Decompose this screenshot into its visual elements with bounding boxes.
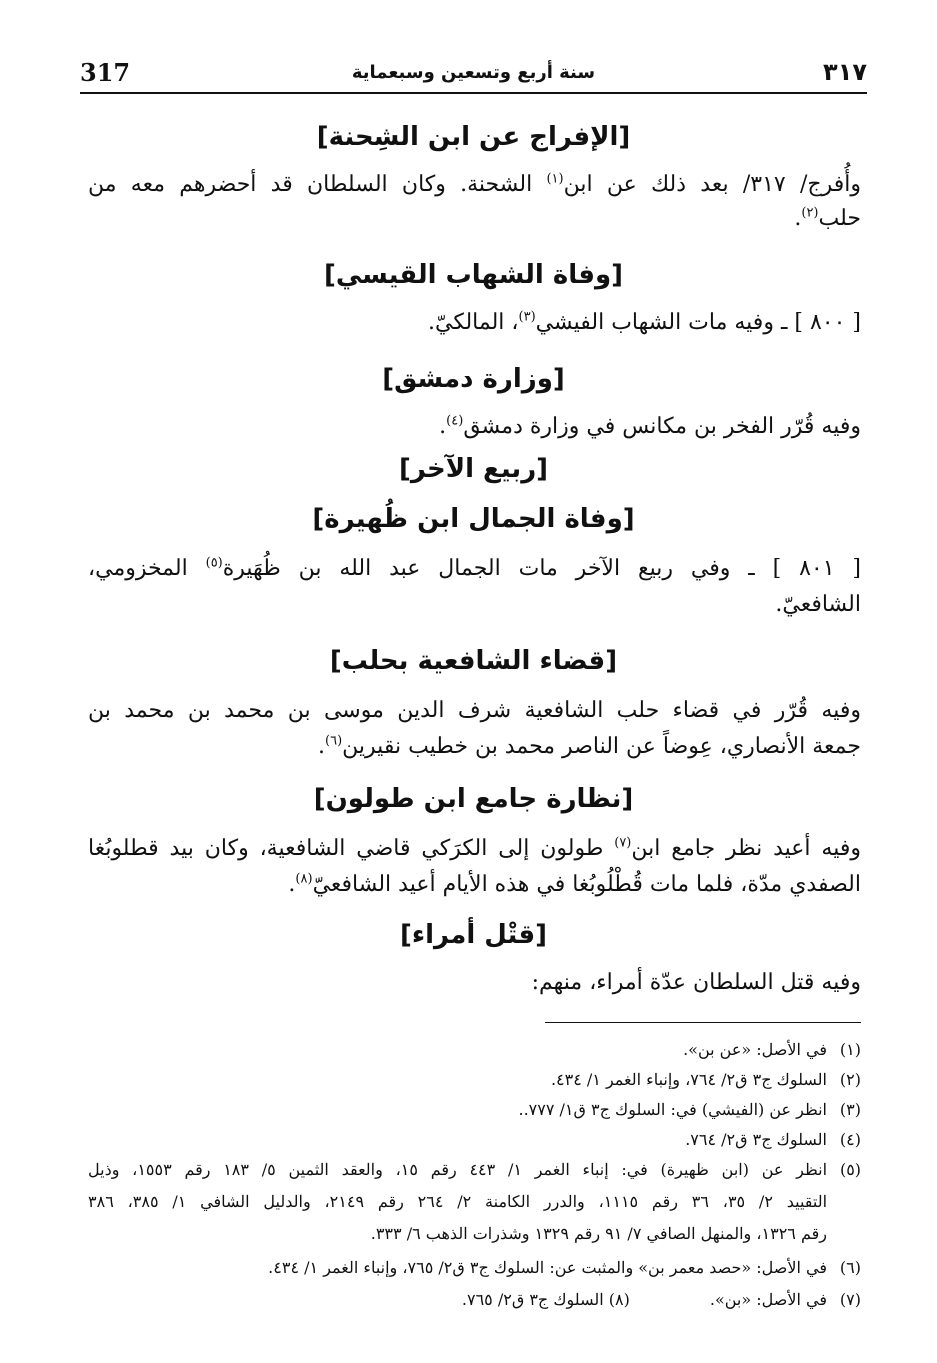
section-heading: [وفاة الشهاب القيسي] [323,260,624,290]
footnote: (٥)انظر عن (ابن ظهيرة) في: إنباء الغمر ١/ ٤٤٣ رقم ١٥، والعقد الثمين ٥/ ١٨٣ رقم ١٥٥٣، وذيل [88,1160,862,1179]
page-number-latin: 317 [80,58,131,87]
section-heading: [قضاء الشافعية بحلب] [329,646,618,676]
footnote: (١)في الأصل: «عن بن». [683,1040,861,1059]
paragraph-line: وفيه قتل السلطان عدّة أمراء، منهم: [531,970,861,995]
running-title: سنة أربع وتسعين وسبعماية [351,62,596,83]
footnote-continuation: رقم ١٣٢٦، والمنهل الصافي ٧/ ٩١ رقم ١٣٢٩ وشذرات الذهب ٦/ ٣٣٣. [370,1224,827,1243]
paragraph-line: [ ٨٠٠ ] ـ وفيه مات الشهاب الفيشي$^{(٣)}$، المالكيّ. [428,309,861,335]
section-heading: [قتْل أمراء] [399,920,548,950]
paragraph-line: الشافعيّ. [775,592,861,617]
footnote: (٧)في الأصل: «بن».(٨) السلوك ج٣ ق٢/ ٧٦٥. [461,1290,861,1309]
paragraph-line: وأُفرج/ ٣١٧/ بعد ذلك عن ابن$^{(١)}$ الشحنة. وكان السلطان قد أحضرهم معه من [88,171,861,197]
paragraph-line: جمعة الأنصاري، عِوضاً عن الناصر محمد بن خطيب نقيرين$^{(٦)}$. [318,733,861,759]
footnote-separator [545,1022,861,1023]
footnote: (٦)في الأصل: «حصد معمر بن» والمثبت عن: السلوك ج٣ ق٢/ ٧٦٥، وإنباء الغمر ١/ ٤٣٤. [268,1258,861,1277]
footnote-continuation: التقييد ٢/ ٣٥، ٣٦ رقم ١١١٥، والدرر الكامنة ٢/ ٢٦٤ رقم ٢١٤٩، والدليل الشافي ١/ ٣٨٥، ٣٨٦ [88,1192,828,1211]
paragraph-line: الصفدي مدّة، فلما مات قُطْلُوبُغا في هذه الأيام أعيد الشافعيّ$^{(٨)}$. [288,871,861,897]
footnote: (٣)انظر عن (الفيشي) في: السلوك ج٣ ق١/ ٧٧٧.. [518,1100,861,1119]
footnote: (٤)السلوك ج٣ ق٢/ ٧٦٤. [685,1130,861,1149]
section-heading: [ربيع الآخر] [398,454,549,484]
paragraph-line: حلب$^{(٢)}$. [794,205,861,231]
paragraph-line: وفيه أعيد نظر جامع ابن$^{(٧)}$ طولون إلى الكرَكي قاضي الشافعية، وكان بيد قطلوبُغا [88,835,862,861]
page-number-arabic: ٣١٧ [823,58,867,86]
section-heading: [نظارة جامع ابن طولون] [313,784,634,814]
paragraph-line: [ ٨٠١ ] ـ وفي ربيع الآخر مات الجمال عبد الله بن ظُهَيرة$^{(٥)}$ المخزومي، [88,555,862,581]
section-heading: [الإفراج عن ابن الشِحنة] [316,122,631,152]
section-heading: [وفاة الجمال ابن ظُهيرة] [312,504,635,534]
paragraph-line: وفيه قُرّر في قضاء حلب الشافعية شرف الدين موسى بن محمد بن محمد بن [88,698,861,723]
footnote: (٢)السلوك ج٣ ق٢/ ٧٦٤، وإنباء الغمر ١/ ٤٣٤. [550,1070,861,1089]
page-header [80,52,867,94]
paragraph-line: وفيه قُرّر الفخر بن مكانس في وزارة دمشق$^{(٤)}$. [439,413,861,439]
section-heading: [وزارة دمشق] [382,364,565,394]
